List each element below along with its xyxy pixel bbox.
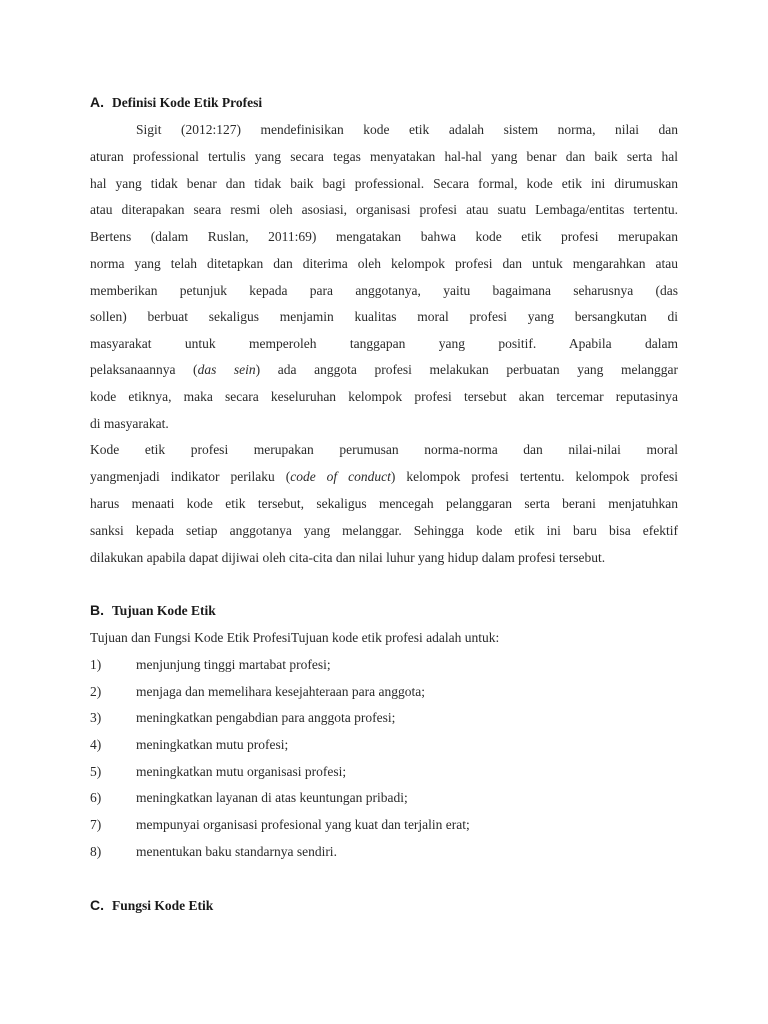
section-b-letter: B.	[90, 602, 104, 618]
list-number: 6)	[90, 790, 102, 805]
section-a-letter: A.	[90, 94, 104, 110]
list-item: meningkatkan pengabdian para anggota profesi;	[136, 710, 396, 725]
list-number: 2)	[90, 684, 102, 699]
paragraph-line: sollen) berbuat sekaligus menjamin kualitas moral profesi yang bersangkutan di	[90, 309, 678, 324]
list-number: 7)	[90, 817, 102, 832]
paragraph-line: dilakukan apabila dapat dijiwai oleh cita-cita dan nilai luhur yang hidup dalam profesi tersebut.	[90, 550, 606, 565]
section-a-heading	[90, 94, 262, 111]
paragraph-line: Sigit (2012:127) mendefinisikan kode etik adalah sistem norma, nilai dan	[136, 122, 678, 137]
text-span: yangmenjadi indikator perilaku (	[90, 469, 291, 484]
paragraph-line	[90, 362, 678, 378]
section-c-heading	[90, 897, 213, 914]
paragraph-line	[90, 469, 678, 485]
paragraph-line: hal yang tidak benar dan tidak baik bagi professional. Secara formal, kode etik ini dirumuskan	[90, 176, 678, 191]
paragraph-line: di masyarakat.	[90, 416, 169, 431]
list-number: 3)	[90, 710, 102, 725]
section-b-heading	[90, 602, 216, 619]
list-item: meningkatkan mutu organisasi profesi;	[136, 764, 347, 779]
list-number: 5)	[90, 764, 102, 779]
list-number: 4)	[90, 737, 102, 752]
list-number: 1)	[90, 657, 102, 672]
list-number: 8)	[90, 844, 102, 859]
paragraph-line: atau diterapakan seara resmi oleh asosiasi, organisasi profesi atau suatu Lembaga/entitas tertentu.	[90, 202, 678, 217]
list-item: mempunyai organisasi profesional yang kuat dan terjalin erat;	[136, 817, 470, 832]
section-b-title: Tujuan Kode Etik	[112, 603, 216, 618]
italic-term: code of conduct	[290, 469, 391, 484]
paragraph-line: kode etiknya, maka secara keseluruhan kelompok profesi tersebut akan tercemar reputasinya	[90, 389, 678, 404]
section-c-title: Fungsi Kode Etik	[112, 898, 214, 913]
text-span: ) kelompok profesi tertentu. kelompok profesi	[390, 469, 678, 484]
list-item: menjaga dan memelihara kesejahteraan para anggota;	[136, 684, 425, 699]
text-span: ) ada anggota profesi melakukan perbuatan yang melanggar	[255, 362, 678, 377]
section-a-title: Definisi Kode Etik Profesi	[112, 95, 263, 110]
list-item: menentukan baku standarnya sendiri.	[136, 844, 337, 859]
italic-term: das sein	[197, 362, 256, 377]
paragraph-line: memberikan petunjuk kepada para anggotanya, yaitu bagaimana seharusnya (das	[90, 283, 678, 298]
paragraph-line: aturan professional tertulis yang secara tegas menyatakan hal-hal yang benar dan baik serta hal	[90, 149, 678, 164]
list-item: meningkatkan layanan di atas keuntungan pribadi;	[136, 790, 408, 805]
text-span: pelaksanaannya (	[90, 362, 198, 377]
paragraph-line: Kode etik profesi merupakan perumusan norma-norma dan nilai-nilai moral	[90, 442, 678, 457]
section-c-letter: C.	[90, 897, 104, 913]
section-b-intro: Tujuan dan Fungsi Kode Etik ProfesiTujuan kode etik profesi adalah untuk:	[90, 630, 500, 645]
paragraph-line: norma yang telah ditetapkan dan diterima oleh kelompok profesi dan untuk mengarahkan atau	[90, 256, 678, 271]
paragraph-line: Bertens (dalam Ruslan, 2011:69) mengatakan bahwa kode etik profesi merupakan	[90, 229, 678, 244]
list-item: menjunjung tinggi martabat profesi;	[136, 657, 331, 672]
paragraph-line: masyarakat untuk memperoleh tanggapan yang positif. Apabila dalam	[90, 336, 678, 351]
list-item: meningkatkan mutu profesi;	[136, 737, 289, 752]
paragraph-line: sanksi kepada setiap anggotanya yang melanggar. Sehingga kode etik ini baru bisa efektif	[90, 523, 678, 538]
paragraph-line: harus menaati kode etik tersebut, sekaligus mencegah pelanggaran serta berani menjatuhkan	[90, 496, 678, 511]
